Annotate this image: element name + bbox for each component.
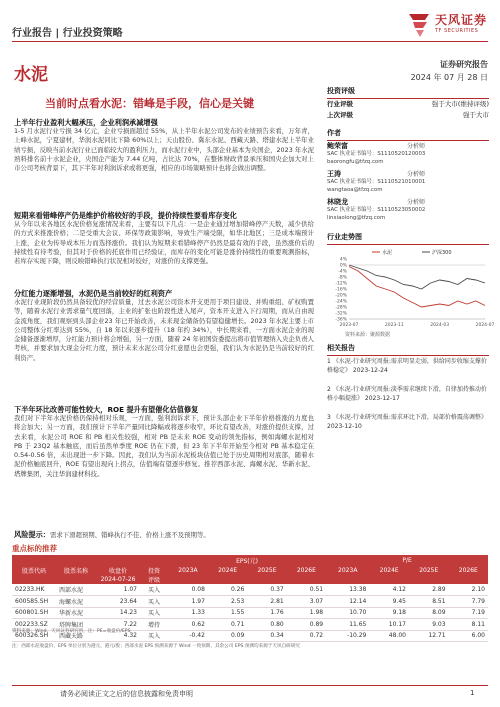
table-header-row <box>12 565 488 575</box>
y-tick-label: -28% <box>335 305 347 311</box>
trend-heading: 行业走势图 <box>327 232 489 245</box>
table-subheader-cell <box>409 575 449 584</box>
table-subheader-cell <box>56 575 96 584</box>
table-column-header: 2026E <box>287 565 326 575</box>
table-subheader-cell: 2024-07-26 <box>96 575 140 584</box>
section-heading: 分红能力逐渐增强，水泥仍是当前较好的红利资产 <box>14 289 173 298</box>
table-cell: 7.19 <box>449 607 488 619</box>
table-cell: 4.32 <box>96 630 140 642</box>
y-tick-label: -12% <box>335 281 347 287</box>
risk-section <box>14 522 314 541</box>
y-tick-label: 0% <box>339 263 347 269</box>
table-cell: 23.64 <box>96 596 140 608</box>
table-cell: 0.89 <box>287 619 326 631</box>
table-subheader-cell <box>287 575 326 584</box>
table-subheader-cell <box>168 575 208 584</box>
table-cell: 02233.HK <box>12 584 56 596</box>
table-group-row <box>12 555 488 565</box>
table-cell: -0.42 <box>168 630 208 642</box>
rating-heading: 投资评级 <box>327 86 489 99</box>
trend-source: 资料来源：聚源数据 <box>345 332 391 338</box>
refs-heading: 相关报告 <box>327 343 489 356</box>
section-heading: 短期来看错峰停产仍是维护价格较好的手段，提价持续性要看库存变化 <box>14 211 237 220</box>
table-cell: 0.26 <box>208 584 247 596</box>
rating-row: 行业评级 强于大市(维持评级) <box>327 100 489 108</box>
table-column-header: 股票代码 <box>12 565 56 575</box>
logo-mark-icon <box>407 10 433 38</box>
table-row <box>12 596 488 608</box>
table-cell: 600326.SH <box>12 630 56 642</box>
table-cell: -10.29 <box>326 630 369 642</box>
table-column-header: 2024E <box>369 565 409 575</box>
table-column-header: 2025E <box>247 565 286 575</box>
table-cell: 2.81 <box>247 596 286 608</box>
analyst-email[interactable]: wangtaoa@tfzq.com <box>327 186 383 193</box>
table-subheader-cell <box>12 575 56 584</box>
table-cell: 12.14 <box>326 596 369 608</box>
table-cell: 0.34 <box>247 630 286 642</box>
table-cell: 9.03 <box>409 619 449 631</box>
section-text: 水泥行业现阶段仍然具备较优的经营质量，过去水泥公司资本开支更用于项目建设、并购重组、矿权购置等，随着水泥行业需求量气度回落，主业的扩张也阶段性进入尾声，资本开支进入下行周期，而从自由现金流角度，我们观察到头部企业23 年已开始改善，未来现金储备仍有望稳健增长。2023 年水泥主要上市公司整体分红率达到 55%，自 18 年以来逐步提升（18 年约 34%），中长期来看，一方面水泥企业的现金储备逐渐增厚，分红能力预计将会增强，另一方面，随着 24 年初国资委提出将市值管理纳入央企负责人考核，并要求加大现金分红力度，预计未来水泥公司分红意愿也会更强，我们认为水泥仍是当前较好的红利资产。 <box>14 298 314 362</box>
related-report-1[interactable]: 1 《水泥-行业研究周报:需求明显走弱，供给同步收缩支撑价格稳定》 2023-12-24 <box>327 358 487 374</box>
table-cell: 10.17 <box>369 619 409 631</box>
table-cell: 4.12 <box>369 584 409 596</box>
table-subheader-cell <box>247 575 286 584</box>
table-cell: 10.70 <box>326 607 369 619</box>
table-cell: 2.10 <box>449 584 488 596</box>
table-title: 重点标的推荐 <box>12 544 57 553</box>
table-cell: 1.76 <box>247 607 286 619</box>
analyst-1: 鲍荣富 分析师 SAC 执业证书编号：S1110520120003 baorongfu@tfzq.com <box>327 143 489 166</box>
trend-block <box>327 232 489 245</box>
table-cell: 7.22 <box>96 619 140 631</box>
table-cell: 买入 <box>140 630 168 642</box>
table-cell: 600801.SH <box>12 607 56 619</box>
x-tick-label: 2023-07 <box>339 323 359 328</box>
table-cell: 8.09 <box>409 607 449 619</box>
table-cell: 3.07 <box>287 596 326 608</box>
section-text: 从今年以来各地区水泥价格复涨情况来看，主要有以下几点：一是企业通过增加错峰停产天数，减少供给的方式来推涨价格；二是受重大会议、环保等政策影响，导致生产端受限，如华北地区；三是成本端预计上涨，企业为传导成本压力而选择涨价。我们认为短期来看错峰停产仍然是最有效的手段，虽然涨价后的持续性有待考验，但其对于价格的托底作用已经验证，而库存的变化可能是涨价持续性的重要观测指标，若库存实现下降，则反映错峰执行状况相对较好，对涨价的支撑更强。 <box>14 220 314 266</box>
table-cell: 0.72 <box>287 630 326 642</box>
table-column-header: 2026E <box>449 565 488 575</box>
risk-heading: 风险提示： <box>14 530 50 539</box>
table-cell: 0.71 <box>208 619 247 631</box>
table-subheader-cell <box>449 575 488 584</box>
table-column-header: 2023A <box>326 565 369 575</box>
analyst-email[interactable]: baorongfu@tfzq.com <box>327 158 384 165</box>
table-cell: 西藏天路 <box>56 630 96 642</box>
investment-rating <box>327 86 489 121</box>
company-logo <box>405 8 493 42</box>
table-cell: 0.08 <box>168 584 208 596</box>
table-cell: 1.97 <box>168 596 208 608</box>
table-cell: 8.11 <box>449 619 488 631</box>
table-cell: 买入 <box>140 584 168 596</box>
table-cell: 0.37 <box>247 584 286 596</box>
table-subheader-cell <box>369 575 409 584</box>
x-tick-label: 2024-03 <box>430 323 450 328</box>
series-line-hs300 <box>349 265 485 289</box>
report-date: 2024 年 07 月 28 日 <box>410 73 488 82</box>
page-title: 水泥 <box>14 65 48 85</box>
table-column-header: 2024E <box>208 565 247 575</box>
table-cell: 7.79 <box>449 596 488 608</box>
refs-block <box>327 343 489 356</box>
table-row <box>12 607 488 619</box>
table-cell: 002233.SZ <box>12 619 56 631</box>
table-cell: 600585.SH <box>12 596 56 608</box>
table-cell: 1.33 <box>168 607 208 619</box>
logo-sub: TF SECURITIES <box>435 28 479 34</box>
y-tick-label: -32% <box>335 311 347 317</box>
table-cell: 买入 <box>140 607 168 619</box>
risk-text: 需求下滑超预期、错峰执行不佳、价格上涨不及预期等。 <box>49 531 210 539</box>
body-section-3 <box>14 289 314 363</box>
section-heading: 下半年环比改善可能性较大，ROE 提升有望催化估值修复 <box>14 405 199 414</box>
analyst-3: 林晓龙 分析师 SAC 执业证书编号：S1110523050002 linxiaolong@tfzq.com <box>327 199 489 222</box>
table-cell: 6.00 <box>449 630 488 642</box>
analyst-email[interactable]: linxiaolong@tfzq.com <box>327 214 386 221</box>
table-subheader-cell <box>326 575 369 584</box>
table-cell: 2.53 <box>208 596 247 608</box>
section-heading: 上半年行业盈利大幅承压，企业利润承减增强 <box>14 118 158 127</box>
header-divider <box>12 41 488 42</box>
table-subheader-row <box>12 575 488 584</box>
table-cell: 2.89 <box>409 584 449 596</box>
table-subheader-cell: 评级 <box>140 575 168 584</box>
y-tick-label: -24% <box>335 299 347 305</box>
table-cell: 海螺水泥 <box>56 596 96 608</box>
eps-group-header: EPS(元) <box>168 555 326 565</box>
table-cell: 0.51 <box>287 584 326 596</box>
table-cell: 0.80 <box>247 619 286 631</box>
x-tick-label: 2024-07 <box>475 323 495 328</box>
table-cell: 12.71 <box>409 630 449 642</box>
x-tick-label: 2023-11 <box>384 323 404 328</box>
table-row <box>12 584 488 596</box>
table-note-1: 资料来源：Wind、天风证券研究所，注：PE=收盘价/EPS <box>12 629 131 634</box>
report-tag: 证券研究报告 <box>440 60 488 69</box>
table-cell: 买入 <box>140 596 168 608</box>
prev-rating-row: 上次评级 强于大市 <box>327 111 489 119</box>
table-column-header: 股票名称 <box>56 565 96 575</box>
table-cell: 增持 <box>140 619 168 631</box>
y-tick-label: -20% <box>335 293 347 299</box>
table-cell: 1.55 <box>208 607 247 619</box>
trend-chart <box>327 247 495 329</box>
table-cell: 14.23 <box>96 607 140 619</box>
table-column-header: 2025E <box>409 565 449 575</box>
section-text: 1-5 月水泥行业亏损 34 亿元，企业亏损面超过 55%，从上半年水泥公司发布的业绩预告来看，万年青，上峰水泥，宁夏建材，华润水泥同比下降 60%以上；天山股份、冀东水泥、西藏天路、塔建水泥上半年业绩亏损，反映当前水泥行业已面临较大的盈利压力，而水泥行业中，头部企业基本为央国企，2023 年水泥熟料排名前十水泥企业，央国企产能为 7.44 亿吨，占比达 70%，在整体财政背景承压和国央企加大对上市公司考核背景下，其下半年对利润诉求或将更强，相应的市场策略预计也将会做出调整。 <box>14 127 314 173</box>
page-number: 1 <box>470 689 475 697</box>
table-cell: 0.09 <box>208 630 247 642</box>
table-cell: 11.65 <box>326 619 369 631</box>
analyst-2: 王涛 分析师 SAC 执业证书编号：S1110521010001 wangtaoa@tfzq.com <box>327 171 489 194</box>
table-cell: 西部水泥 <box>56 584 96 596</box>
analyst-heading: 作者 <box>327 128 489 141</box>
legend-label: 沪深300 <box>432 250 452 256</box>
table-cell: 8.51 <box>409 596 449 608</box>
table-cell: 1.98 <box>287 607 326 619</box>
pe-group-header: P/E <box>326 555 488 565</box>
logo-name: 天风证券 <box>435 13 488 27</box>
y-tick-label: -36% <box>335 317 347 323</box>
related-report-2[interactable]: 2 《水泥-行业研究周报:淡季需求继续下滑，自律加持推动价格小幅提涨》 2023-12-17 <box>327 386 487 402</box>
footer-divider <box>12 685 488 686</box>
footer-disclaimer: 请务必阅读正文之后的信息披露和免责申明 <box>60 690 193 698</box>
table-cell: 华新水泥 <box>56 607 96 619</box>
legend-label: 水泥 <box>382 250 393 256</box>
table-cell: 1.07 <box>96 584 140 596</box>
table-cell: 48.00 <box>369 630 409 642</box>
table-cell: 9.45 <box>369 596 409 608</box>
report-category: 行业报告 | 行业投资策略 <box>12 28 123 39</box>
y-tick-label: -8% <box>338 275 347 281</box>
table-subheader-cell <box>208 575 247 584</box>
table-column-header: 收盘价 <box>96 565 140 575</box>
table-cell: 塔牌集团 <box>56 619 96 631</box>
y-tick-label: 4% <box>339 257 347 263</box>
table-column-header: 2023A <box>168 565 208 575</box>
table-cell: 0.62 <box>168 619 208 631</box>
body-section-4 <box>14 405 314 479</box>
table-cell: 9.18 <box>369 607 409 619</box>
report-subtitle: 当前时点看水泥：错峰是手段，信心是关键 <box>45 97 254 110</box>
y-tick-label: -16% <box>335 287 347 293</box>
related-report-3[interactable]: 3 《水泥-行业研究周报:需求环比下滑，局部价格震荡调整》 2023-12-10 <box>327 414 487 430</box>
analysts-block <box>327 128 489 141</box>
table-note-2: 注：西部水泥收盘价、EPS 单位分别为港元、港元/股；西部水泥 EPS 预测来源于 Wind 一致预期，其余公司 EPS 预测均来源于天风自研研究 <box>12 644 300 649</box>
body-section-2 <box>14 211 314 266</box>
table-column-header: 投资 <box>140 565 168 575</box>
table-cell: 13.38 <box>326 584 369 596</box>
body-section-1 <box>14 118 314 173</box>
section-text: 我们对下半年水泥价格仍保持相对乐观，一方面，强利润诉求下，预计头部企业下半年价格推涨的力度也将会加大；另一方面，我们预计下半年产量同比降幅或将逐步收窄，环比有望改善，对涨价提供支撑，过去来看，水泥公司 ROE 和 PB 相关性较强，相对 PB 是未来 ROE 变动的领先指标，例如海螺水泥相对 PB 于 23Q2 基本触底，而后虽然单季度 ROE 仍在下滑，但 23 年下半年开始至今相对 PB 基本稳定在 0.54-0.56 倍，未出现进一步下降。因此，我们认为当前水泥板块估值已处于历史周期相对底部，随着水泥价格触底回升，ROE 有望出现向上拐点，估值端有望逐步修复。推荐西部水泥、海螺水泥、华新水泥、塔牌集团，关注华润建材科技。 <box>14 414 314 478</box>
y-tick-label: -4% <box>338 269 347 275</box>
